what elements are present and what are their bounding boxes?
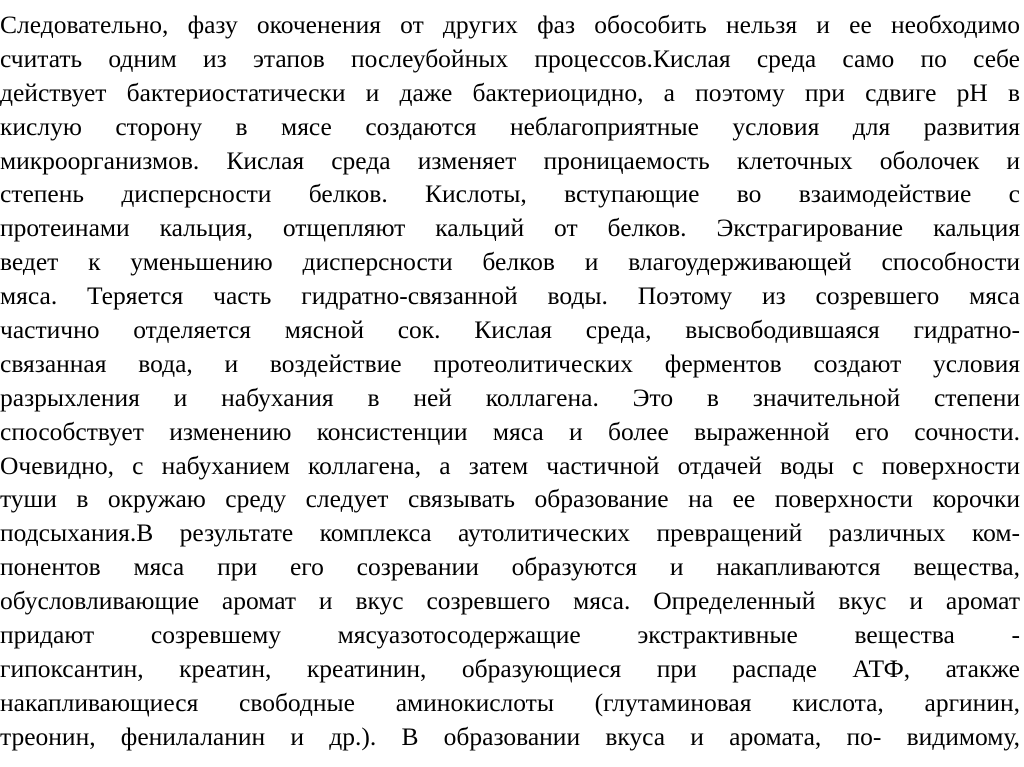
text-line: действует бактериостатически и даже бактериоцидно, а поэтому при сдвиге pH в	[0, 77, 1020, 107]
text-line: мяса. Теряется часть гидратно-связанной воды. Поэтому из созревшего мяса	[0, 281, 1020, 311]
body-text	[0, 8, 1020, 754]
text-line: кислую сторону в мясе создаются неблагоприятные условия для развития	[0, 111, 1020, 141]
text-line: гипоксантин, креатин, креатинин, образующиеся при распаде АТФ, атакже	[0, 653, 1020, 683]
text-line: обусловливающие аромат и вкус созревшего мяса. Определенный вкус и аромат	[0, 586, 1020, 616]
text-line: связанная вода, и воздействие протеолитических ферментов создают условия	[0, 348, 1020, 378]
text-line: Очевидно, с набуханием коллагена, а затем частичной отдачей воды с поверхности	[0, 450, 1020, 480]
text-line: треонин, фенилаланин и др.). В образовании вкуса и аромата, по- видимому,	[0, 721, 1020, 751]
text-line: придают созревшему мясуазотосодержащие экстрактивные вещества -	[0, 620, 1020, 650]
text-line: считать одним из этапов послеубойных процессов.Кислая среда само по себе	[0, 43, 1020, 73]
text-line: подсыхания.В результате комплекса аутолитических превращений различных ком-	[0, 518, 1020, 548]
text-line: степень дисперсности белков. Кислоты, вступающие во взаимодействие с	[0, 179, 1020, 209]
text-line: туши в окружаю среду следует связывать образование на ее поверхности корочки	[0, 484, 1020, 514]
text-line: протеинами кальция, отщепляют кальций от белков. Экстрагирование кальция	[0, 213, 1020, 243]
text-line: способствует изменению консистенции мяса и более выраженной его сочности.	[0, 416, 1020, 446]
text-line: накапливающиеся свободные аминокислоты (глутаминовая кислота, аргинин,	[0, 687, 1020, 717]
text-line: Следовательно, фазу окоченения от других фаз обособить нельзя и ее необходимо	[0, 10, 1020, 39]
text-line: частично отделяется мясной сок. Кислая среда, высвободившаяся гидратно-	[0, 315, 1020, 345]
text-line: разрыхления и набухания в ней коллагена. Это в значительной степени	[0, 382, 1020, 412]
text-line: ведет к уменьшению дисперсности белков и влагоудерживающей способности	[0, 247, 1020, 277]
text-line: микроорганизмов. Кислая среда изменяет проницаемость клеточных оболочек и	[0, 145, 1020, 175]
text-line: понентов мяса при его созревании образуются и накапливаются вещества,	[0, 552, 1020, 582]
